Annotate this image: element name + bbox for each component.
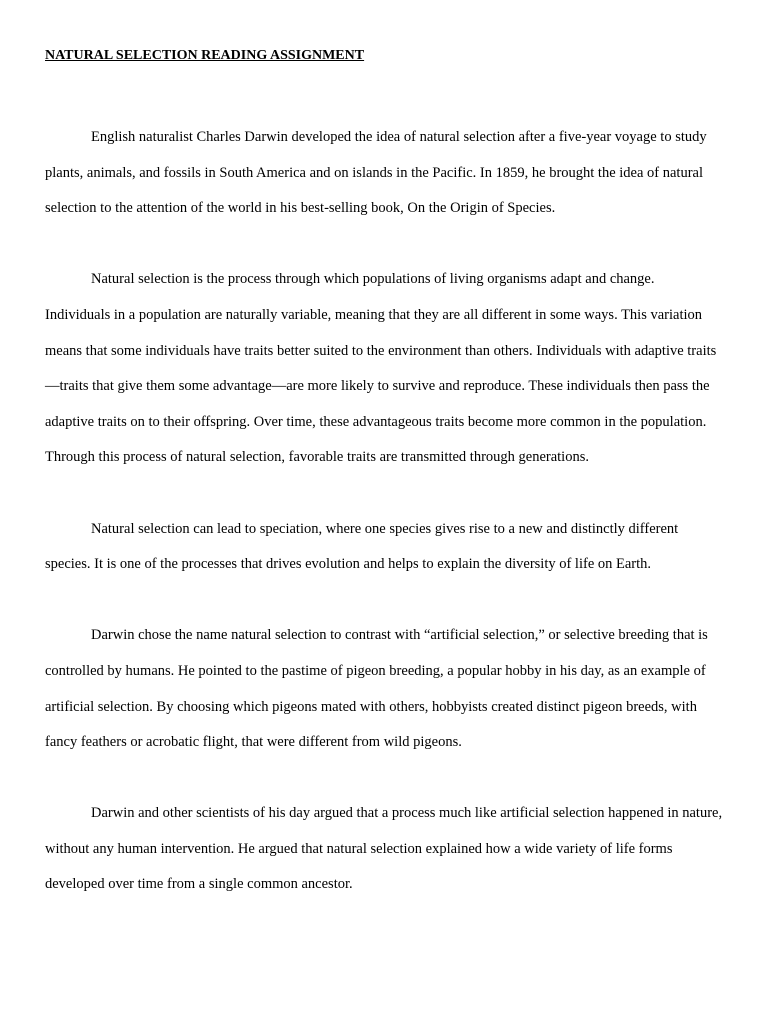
paragraph-artificial-selection: Darwin chose the name natural selection to contrast with “artificial selection,” or selective breeding that is controlled by humans. He pointed to the pastime of pigeon breeding, a popular hobby in his day, as an example of artificial selection. By choosing which pigeons mated with others, hobbyists created distinct pigeon breeds, with fancy feathers or acrobatic flight, that were different from wild pigeons. <box>45 627 708 751</box>
paragraph-natural-selection-process: Natural selection is the process through which populations of living organisms adapt and change. Individuals in a population are naturally variable, meaning that they are all different in some ways. This variation means that some individuals have traits better suited to the environment than others. Individuals with adaptive traits—traits that give them some advantage—are more likely to survive and reproduce. These individuals then pass the adaptive traits on to their offspring. Over time, these advantageous traits become more common in the population. Through this process of natural selection, favorable traits are transmitted through generations. <box>45 271 717 466</box>
document-title: NATURAL SELECTION READING ASSIGNMENT <box>45 48 365 63</box>
paragraph-speciation: Natural selection can lead to speciation, where one species gives rise to a new and distinctly different species. It is one of the processes that drives evolution and helps to explain the diversity of life on Earth. <box>45 520 679 573</box>
paragraph-common-ancestor: Darwin and other scientists of his day argued that a process much like artificial selection happened in nature, without any human intervention. He argued that natural selection explained how a wide variety of life forms developed over time from a single common ancestor. <box>45 805 723 893</box>
paragraph-darwin-voyage: English naturalist Charles Darwin developed the idea of natural selection after a five-year voyage to study plants, animals, and fossils in South America and on islands in the Pacific. In 1859, he brought the idea of natural selection to the attention of the world in his best-selling book, On the Origin of Species. <box>45 129 707 217</box>
